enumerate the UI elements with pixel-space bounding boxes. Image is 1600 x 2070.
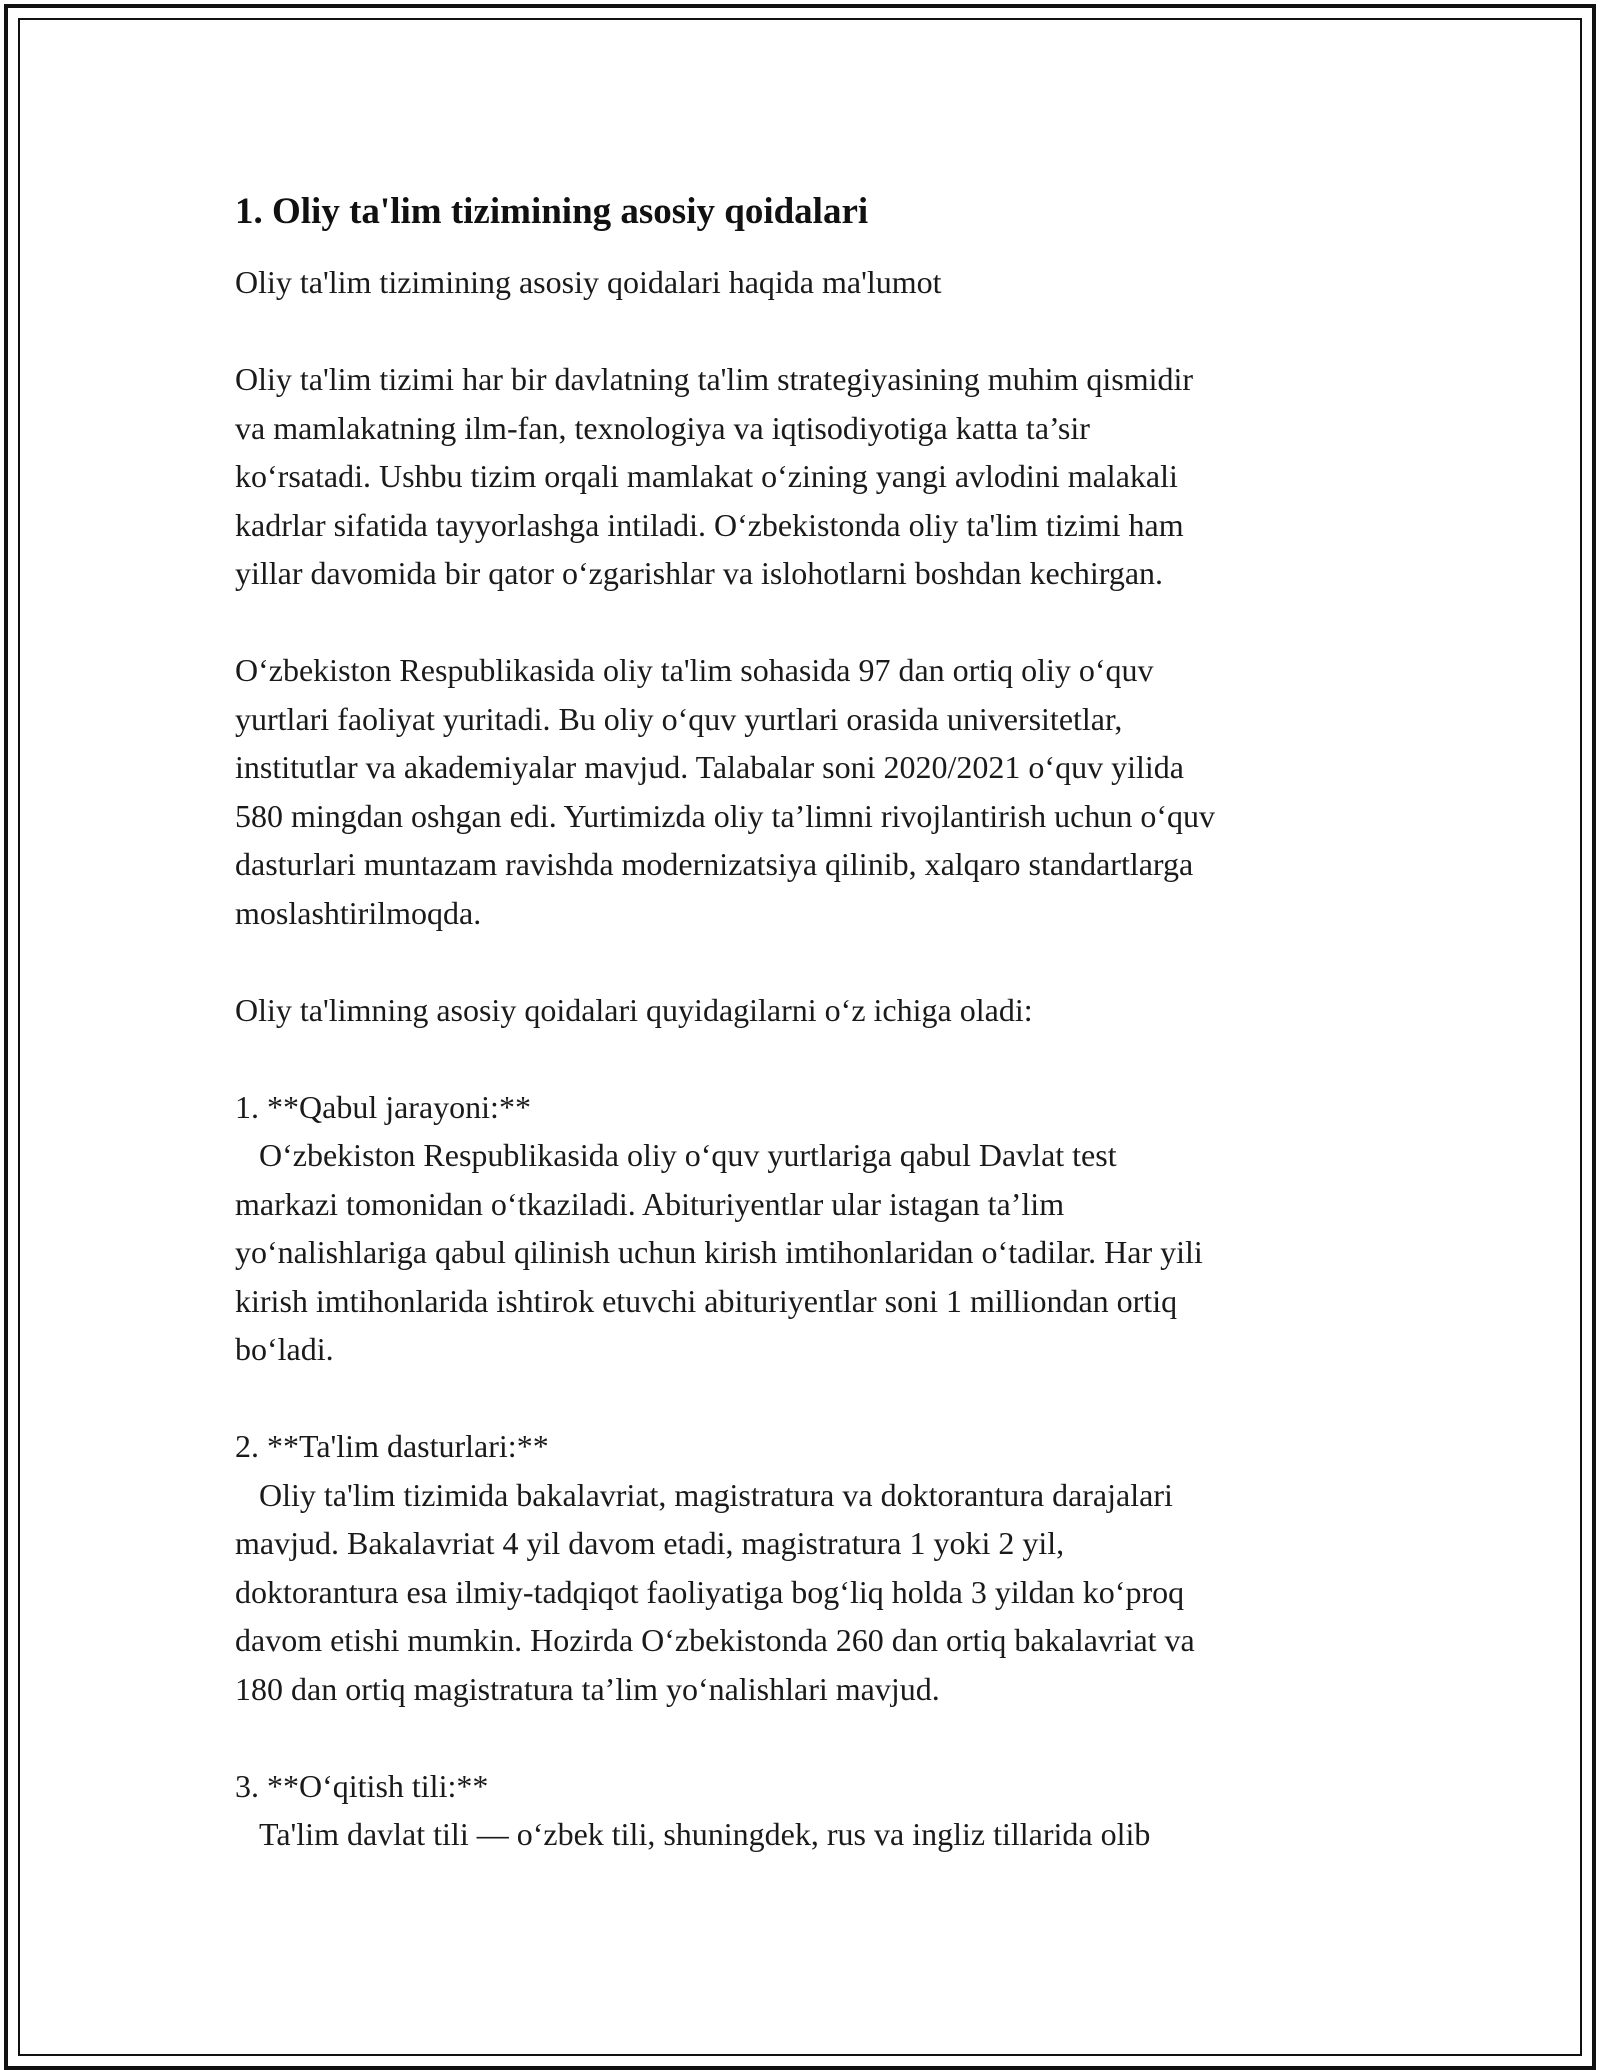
list-item-admission: 1. **Qabul jarayoni:** Oʻzbekiston Respublikasida oliy oʻquv yurtlariga qabul Davlat test markazi tomonidan oʻtkaziladi. Abituriyentlar ular istagan ta’lim yoʻnalishlariga qabul qilinish uchun kirish imtihonlaridan oʻtadilar. Har yili kirish imtihonlarida ishtirok etuvchi abituriyentlar soni 1 milliondan ortiq boʻladi. xyxy=(235,1088,1203,1367)
paragraph-rules-lead: Oliy ta'limning asosiy qoidalari quyidagilarni oʻz ichiga oladi: xyxy=(235,991,1033,1028)
list-item-programs: 2. **Ta'lim dasturlari:** Oliy ta'lim tizimida bakalavriat, magistratura va doktorantura darajalari mavjud. Bakalavriat 4 yil davom etadi, magistratura 1 yoki 2 yil, doktorantura esa ilmiy-tadqiqot faoliyatiga bogʻliq holda 3 yildan koʻproq davom etishi mumkin. Hozirda Oʻzbekistonda 260 dan ortiq bakalavriat va 180 dan ortiq magistratura ta’lim yoʻnalishlari mavjud. xyxy=(235,1428,1195,1707)
list-item-language: 3. **Oʻqitish tili:** Ta'lim davlat tili — oʻzbek tili, shuningdek, rus va ingliz tillarida olib xyxy=(235,1767,1151,1852)
document-title: 1. Oliy ta'lim tizimining asosiy qoidalari xyxy=(235,191,869,232)
paragraph-overview: Oliy ta'lim tizimi har bir davlatning ta'lim strategiyasining muhim qismidir va mamlakatning ilm-fan, texnologiya va iqtisodiyotiga katta ta’sir koʻrsatadi. Ushbu tizim orqali mamlakat oʻzining yangi avlodini malakali kadrlar sifatida tayyorlashga intiladi. Oʻzbekistonda oliy ta'lim tizimi ham yillar davomida bir qator oʻzgarishlar va islohotlarni boshdan kechirgan. xyxy=(235,361,1194,591)
paragraph-statistics: Oʻzbekiston Respublikasida oliy ta'lim sohasida 97 dan ortiq oliy oʻquv yurtlari faoliyat yuritadi. Bu oliy oʻquv yurtlari orasida universitetlar, institutlar va akademiyalar mavjud. Talabalar soni 2020/2021 oʻquv yilida 580 mingdan oshgan edi. Yurtimizda oliy ta’limni rivojlantirish uchun oʻquv dasturlari muntazam ravishda modernizatsiya qilinib, xalqaro standartlarga moslashtirilmoqda. xyxy=(235,652,1215,931)
document-body xyxy=(235,188,1385,1859)
paragraph-intro: Oliy ta'lim tizimining asosiy qoidalari haqida ma'lumot xyxy=(235,264,942,300)
